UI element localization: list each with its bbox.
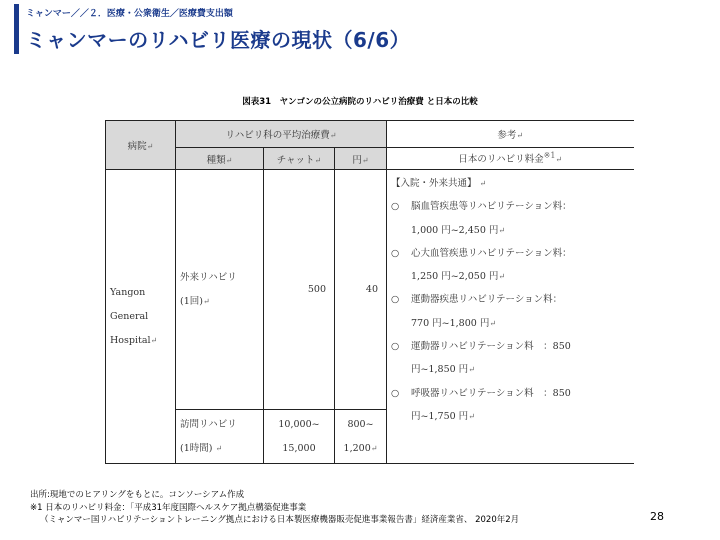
- japan-fee-header: 日本のリハビリ料金$^{※1}$↵: [387, 148, 634, 170]
- page-number: 28: [650, 510, 664, 523]
- row2-type: 訪問リハビリ (1時間) ↵: [176, 410, 264, 464]
- page-title: ミャンマーのリハビリ医療の現状（6/6）: [26, 28, 411, 52]
- list-item-cont: 1,250 円~2,050 円↵: [411, 271, 506, 283]
- row1-yen: 40: [335, 170, 387, 410]
- row2-yen: 800~ 1,200↵: [335, 410, 387, 464]
- reference-intro: 【入院・外来共通】 ↵: [391, 178, 487, 189]
- table-row: [106, 170, 634, 410]
- row1-type: 外来リハビリ (1回)↵: [176, 170, 264, 410]
- list-item: ○ 運動器リハビリテーション料 ：850: [391, 341, 571, 353]
- reference-list: [391, 172, 630, 428]
- breadcrumb: ミャンマー／／２．医療・公衆衛生／医療費支出額: [26, 9, 233, 19]
- reference-cell: [387, 170, 634, 464]
- list-item-cont: 1,000 円~2,450 円↵: [411, 224, 506, 236]
- rehab-fee-table: [105, 120, 634, 464]
- table-caption: 図表31 ヤンゴンの公立病院のリハビリ治療費 と日本の比較: [242, 97, 478, 107]
- footnote-2: （ミャンマー国リハビリテーショントレーニング拠点における日本製医療機器販売促進事業報告書」経済産業省、 2020年2月: [40, 515, 520, 525]
- row1-kyat: 500: [264, 170, 335, 410]
- footer-notes: [30, 489, 519, 527]
- source-note: 出所:現地でのヒアリングをもとに。コンソーシアム作成: [30, 490, 245, 500]
- footnote-1: ※1 日本のリハビリ料金：「平成31年度国際ヘルスケア拠点構築促進事業: [30, 502, 307, 513]
- table-subheader-row: [106, 148, 634, 170]
- table-header-row: [106, 121, 634, 148]
- list-item-cont: 円~1,750 円↵: [411, 410, 475, 422]
- avg-fee-header: リハビリ科の平均治療費↵: [176, 121, 387, 148]
- title-accent-bar: [14, 4, 19, 54]
- list-item: ○ 運動器疾患リハビリテーション料：: [391, 294, 563, 306]
- reference-header: 参考↵: [387, 121, 634, 148]
- list-item: ○ 呼吸器リハビリテーション料 ：850: [391, 387, 571, 399]
- list-item: ○ 心大血管疾患リハビリテーション料：: [391, 247, 572, 259]
- row2-kyat: 10,000~ 15,000: [264, 410, 335, 464]
- type-header: 種類↵: [176, 148, 264, 170]
- hospital-header: 病院↵: [106, 121, 176, 170]
- hospital-name: Yangon General Hospital↵: [106, 170, 176, 464]
- kyat-header: チャット↵: [264, 148, 335, 170]
- yen-header: 円↵: [335, 148, 387, 170]
- list-item-cont: 770 円~1,800 円↵: [411, 317, 497, 329]
- list-item: ○ 脳血管疾患等リハビリテーション料：: [391, 201, 572, 213]
- list-item-cont: 円~1,850 円↵: [411, 364, 475, 376]
